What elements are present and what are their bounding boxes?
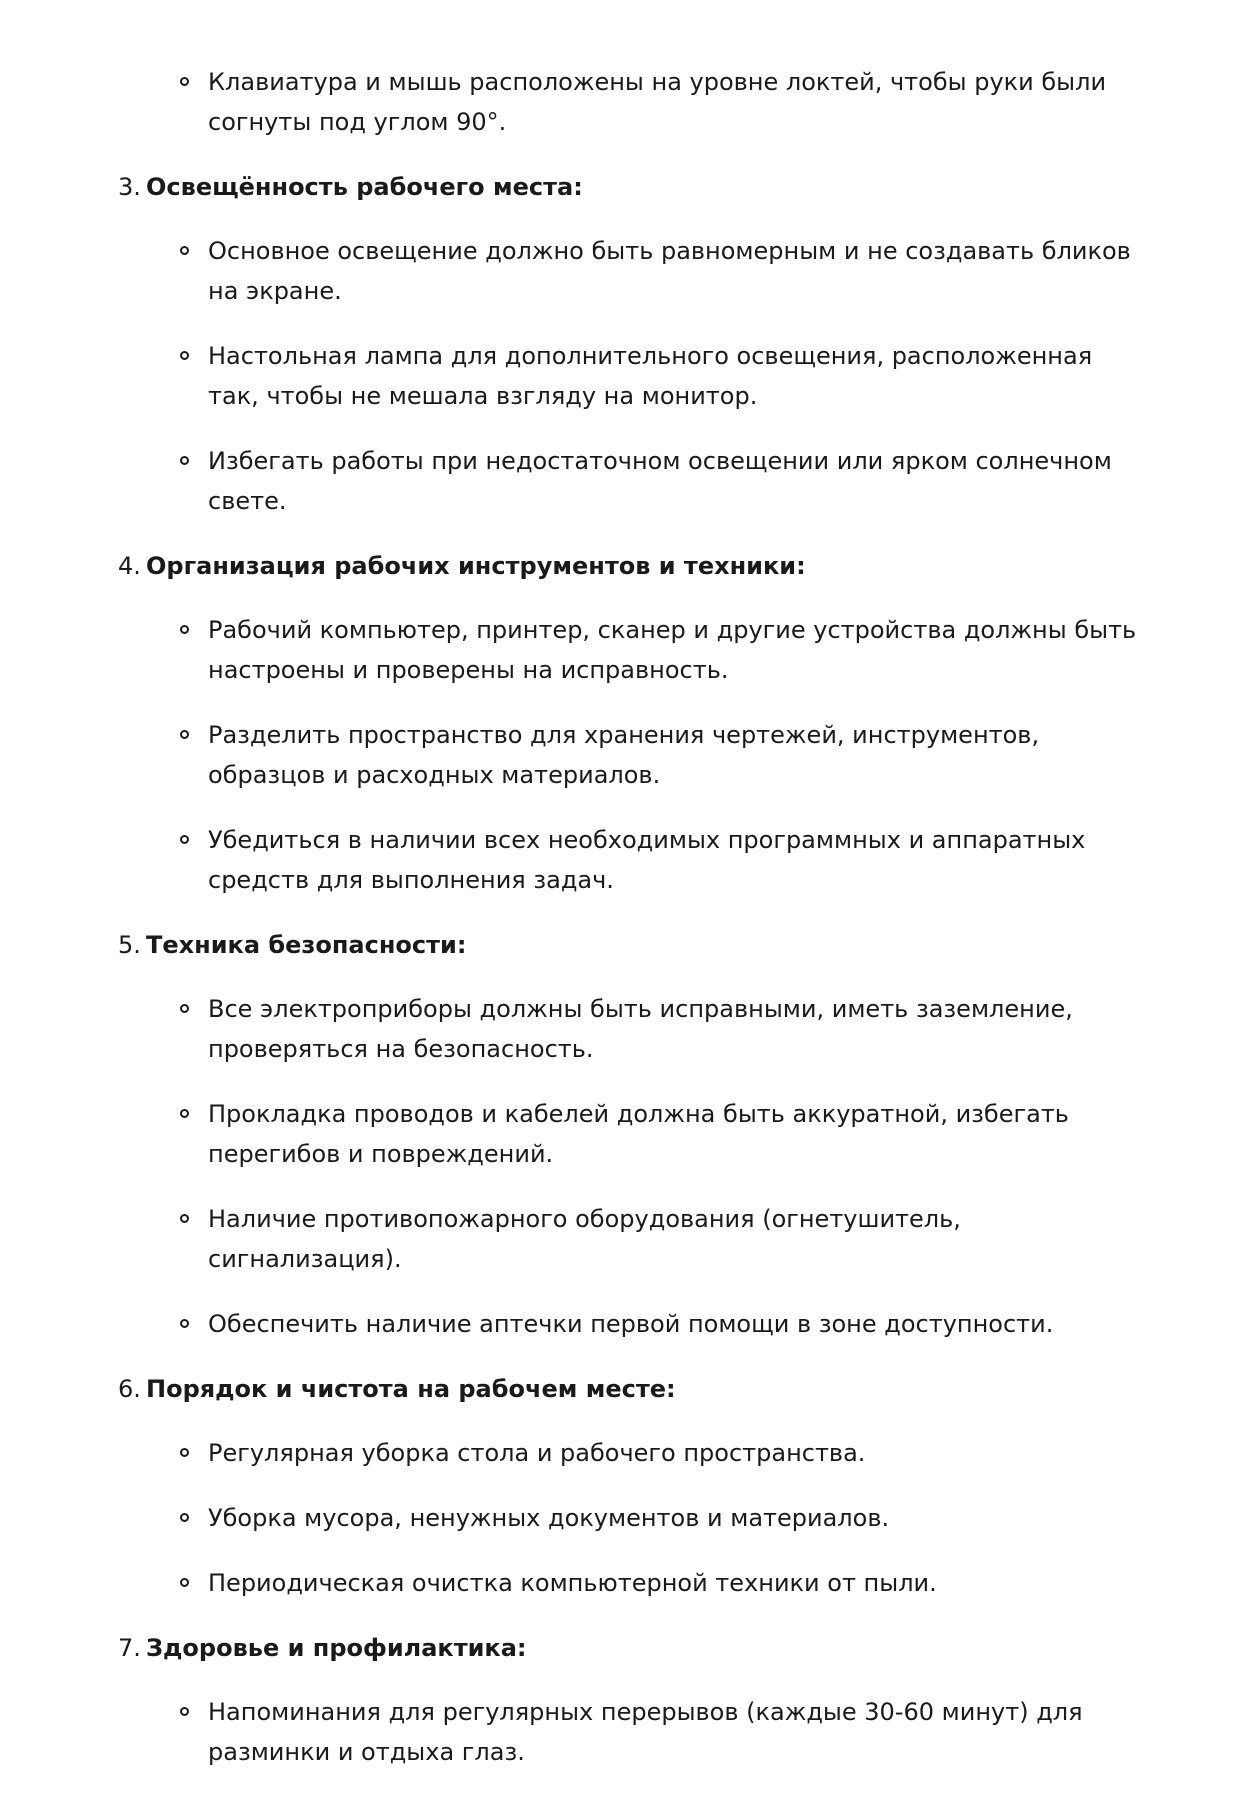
list-item-text: Разделить пространство для хранения чертежей, инструментов, образцов и расходных материалов. — [208, 721, 1040, 789]
section-heading — [0, 1369, 1239, 1409]
section-number: 4. — [118, 552, 141, 580]
list-item-text: Настольная лампа для дополнительного освещения, расположенная так, чтобы не мешала взгляду на монитор. — [208, 342, 1093, 410]
section-6 — [0, 1369, 1239, 1603]
hollow-circle-bullet-icon — [180, 1109, 189, 1118]
section-3 — [0, 167, 1239, 521]
hollow-circle-bullet-icon — [180, 1513, 189, 1522]
section-7 — [0, 1628, 1239, 1772]
hollow-circle-bullet-icon — [180, 625, 189, 634]
list-item — [0, 336, 1239, 416]
workplace-requirements-list — [0, 62, 1239, 1797]
list-item — [0, 1433, 1239, 1473]
list-item-text: Рабочий компьютер, принтер, сканер и другие устройства должны быть настроены и проверены на исправность. — [208, 616, 1137, 684]
section-number: 5. — [118, 931, 141, 959]
list-item-text: Уборка мусора, ненужных документов и материалов. — [208, 1504, 890, 1532]
list-item — [0, 1199, 1239, 1279]
list-item — [0, 820, 1239, 900]
section-4 — [0, 546, 1239, 900]
list-item — [0, 1498, 1239, 1538]
list-item — [0, 231, 1239, 311]
list-item — [0, 1692, 1239, 1772]
list-item-text: Обеспечить наличие аптечки первой помощи в зоне доступности. — [208, 1310, 1054, 1338]
hollow-circle-bullet-icon — [180, 456, 189, 465]
list-item — [0, 62, 1239, 142]
list-item — [0, 1563, 1239, 1603]
section-title: Освещённость рабочего места: — [146, 173, 583, 201]
section-title: Здоровье и профилактика: — [146, 1634, 527, 1662]
section-title: Организация рабочих инструментов и техники: — [146, 552, 806, 580]
section-title: Порядок и чистота на рабочем месте: — [146, 1375, 676, 1403]
section-number: 7. — [118, 1634, 141, 1662]
hollow-circle-bullet-icon — [180, 1004, 189, 1013]
list-item-text: Избегать работы при недостаточном освещении или ярком солнечном свете. — [208, 447, 1112, 515]
list-item — [0, 989, 1239, 1069]
list-item-text: Клавиатура и мышь расположены на уровне локтей, чтобы руки были согнуты под углом 90°. — [208, 68, 1107, 136]
hollow-circle-bullet-icon — [180, 1214, 189, 1223]
section-number: 3. — [118, 173, 141, 201]
hollow-circle-bullet-icon — [180, 1319, 189, 1328]
list-item — [0, 610, 1239, 690]
sections-container — [0, 167, 1239, 1772]
list-item-text: Наличие противопожарного оборудования (огнетушитель, сигнализация). — [208, 1205, 961, 1273]
list-item — [0, 441, 1239, 521]
hollow-circle-bullet-icon — [180, 351, 189, 360]
section-heading — [0, 925, 1239, 965]
section-heading — [0, 167, 1239, 207]
list-item-text: Прокладка проводов и кабелей должна быть аккуратной, избегать перегибов и повреждений. — [208, 1100, 1069, 1168]
hollow-circle-bullet-icon — [180, 730, 189, 739]
section-heading — [0, 546, 1239, 586]
list-item — [0, 1094, 1239, 1174]
section-heading — [0, 1628, 1239, 1668]
list-item-text: Убедиться в наличии всех необходимых программных и аппаратных средств для выполнения задач. — [208, 826, 1086, 894]
list-item-text: Регулярная уборка стола и рабочего пространства. — [208, 1439, 866, 1467]
hollow-circle-bullet-icon — [180, 1707, 189, 1716]
list-item — [0, 715, 1239, 795]
hollow-circle-bullet-icon — [180, 1578, 189, 1587]
hollow-circle-bullet-icon — [180, 1448, 189, 1457]
list-item-text: Напоминания для регулярных перерывов (каждые 30-60 минут) для разминки и отдыха глаз. — [208, 1698, 1083, 1766]
section-5 — [0, 925, 1239, 1344]
hollow-circle-bullet-icon — [180, 835, 189, 844]
list-item-text: Основное освещение должно быть равномерным и не создавать бликов на экране. — [208, 237, 1131, 305]
hollow-circle-bullet-icon — [180, 77, 189, 86]
hollow-circle-bullet-icon — [180, 246, 189, 255]
list-item — [0, 1304, 1239, 1344]
section-title: Техника безопасности: — [146, 931, 467, 959]
section-number: 6. — [118, 1375, 141, 1403]
list-item-text: Все электроприборы должны быть исправными, иметь заземление, проверяться на безопасность. — [208, 995, 1073, 1063]
list-item-text: Периодическая очистка компьютерной техники от пыли. — [208, 1569, 937, 1597]
